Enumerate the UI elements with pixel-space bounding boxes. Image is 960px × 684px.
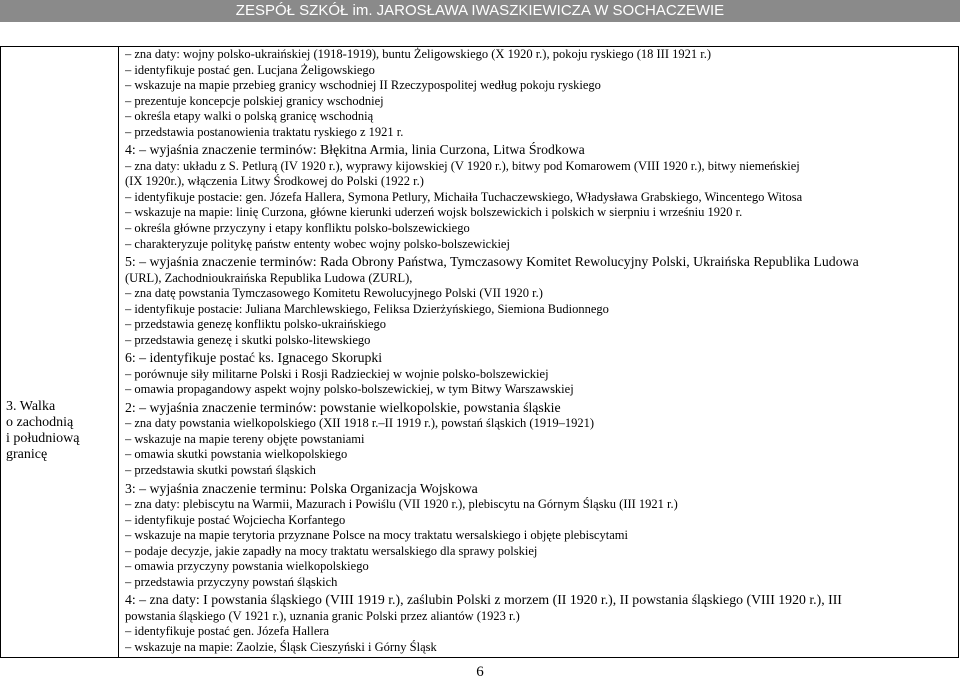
level-heading-line: 3: – wyjaśnia znaczenie terminu: Polska Organizacja Wojskowa xyxy=(125,480,478,496)
requirement-line: – wskazuje na mapie: linię Curzona, główne kierunki uderzeń wojsk bolszewickich i polskich w sierpniu i wrześniu 1920 r. xyxy=(125,205,743,220)
level-heading-line: 5: – wyjaśnia znaczenie terminów: Rada Obrony Państwa, Tymczasowy Komitet Rewolucyjny Polski, Ukraińska Republika Ludowa xyxy=(125,254,859,270)
requirement-line: – identyfikuje postać gen. Lucjana Żeligowskiego xyxy=(125,62,375,77)
requirement-line: – omawia propagandowy aspekt wojny polsko-bolszewickiej, w tym Bitwy Warszawskiej xyxy=(125,382,574,397)
requirement-line: – charakteryzuje politykę państw ententy wobec wojny polsko-bolszewickiej xyxy=(125,236,510,251)
page-number: 6 xyxy=(476,664,484,680)
requirement-line: – identyfikuje postać gen. Józefa Hallera xyxy=(125,624,330,639)
requirement-line: – zna daty: wojny polsko-ukraińskiej (1918-1919), buntu Żeligowskiego (X 1920 r.), pokoju ryskiego (18 III 1921 r.) xyxy=(125,47,712,61)
curriculum-table xyxy=(0,46,959,658)
level-heading-line: 4: – wyjaśnia znaczenie terminów: Błękitna Armia, linia Curzona, Litwa Środkowa xyxy=(125,142,585,158)
requirement-line: – podaje decyzje, jakie zapadły na mocy traktatu wersalskiego dla sprawy polskiej xyxy=(125,543,538,558)
requirement-line: – omawia skutki powstania wielkopolskiego xyxy=(125,447,348,462)
requirement-line: – określa główne przyczyny i etapy konfliktu polsko-bolszewickiego xyxy=(125,220,470,235)
requirement-line: – prezentuje koncepcje polskiej granicy wschodniej xyxy=(125,93,384,108)
requirement-line: – identyfikuje postacie: Juliana Marchlewskiego, Feliksa Dzierżyńskiego, Siemiona Budionnego xyxy=(125,301,609,316)
requirement-line: – przedstawia genezę konfliktu polsko-ukraińskiego xyxy=(125,317,387,332)
requirement-line: – zna daty: plebiscytu na Warmii, Mazurach i Powiślu (VII 1920 r.), plebiscytu na Górnym Śląsku (III 1921 r.) xyxy=(125,497,678,512)
requirement-line: – zna datę powstania Tymczasowego Komitetu Rewolucyjnego Polski (VII 1920 r.) xyxy=(125,286,543,301)
page-header: ZESPÓŁ SZKÓŁ im. JAROSŁAWA IWASZKIEWICZA W SOCHACZEWIE xyxy=(0,0,960,22)
requirement-line: – porównuje siły militarne Polski i Rosji Radzieckiej w wojnie polsko-bolszewickiej xyxy=(125,366,549,381)
level-heading-line: 4: – zna daty: I powstania śląskiego (VIII 1919 r.), zaślubin Polski z morzem (II 1920 r.), II powstania śląskiego (VIII 1920 r.), III xyxy=(125,592,842,608)
requirement-line: – przedstawia postanowienia traktatu ryskiego z 1921 r. xyxy=(125,124,404,139)
requirement-line: – przedstawia skutki powstań śląskich xyxy=(125,463,316,478)
level-heading-line: 6: – identyfikuje postać ks. Ignacego Skorupki xyxy=(125,350,383,366)
requirements-list xyxy=(125,47,955,656)
requirement-line: (URL), Zachodnioukraińska Republika Ludowa (ZURL), xyxy=(125,270,413,285)
requirement-line: (IX 1920r.), włączenia Litwy Środkowej do Polski (1922 r.) xyxy=(125,174,424,189)
section-label-line: 3. Walka xyxy=(6,399,56,414)
requirement-line: – wskazuje na mapie przebieg granicy wschodniej II Rzeczypospolitej według pokoju ryskiego xyxy=(125,78,601,93)
requirement-line: – identyfikuje postać Wojciecha Korfantego xyxy=(125,512,346,527)
requirement-line: – przedstawia genezę i skutki polsko-litewskiego xyxy=(125,332,371,347)
requirement-line: – omawia przyczyny powstania wielkopolskiego xyxy=(125,559,369,574)
column-divider xyxy=(118,47,119,657)
level-heading-line: 2: – wyjaśnia znaczenie terminów: powstanie wielkopolskie, powstania śląskie xyxy=(125,399,561,415)
requirement-line: – wskazuje na mapie tereny objęte powstaniami xyxy=(125,431,365,446)
requirement-line: – przedstawia przyczyny powstań śląskich xyxy=(125,574,338,589)
requirement-line: – identyfikuje postacie: gen. Józefa Hallera, Symona Petlury, Michaiła Tuchaczewskiego, Władysława Grabskiego, Wincentego Witosa xyxy=(125,189,803,204)
requirement-line: – wskazuje na mapie terytoria przyznane Polsce na mocy traktatu wersalskiego i objęte plebiscytami xyxy=(125,528,628,543)
requirement-line: – określa etapy walki o polską granicę wschodnią xyxy=(125,109,374,124)
requirement-line: – zna daty: układu z S. Petlurą (IV 1920 r.), wyprawy kijowskiej (V 1920 r.), bitwy pod Komarowem (VIII 1920 r.), bitwy niemeńskiej xyxy=(125,158,800,173)
section-label-line: granicę xyxy=(6,447,48,462)
requirement-line: powstania śląskiego (V 1921 r.), uznania granic Polski przez aliantów (1923 r.) xyxy=(125,608,520,623)
requirement-line: – wskazuje na mapie: Zaolzie, Śląsk Cieszyński i Górny Śląsk xyxy=(125,639,437,654)
section-label-line: o zachodnią xyxy=(6,415,74,430)
requirement-line: – zna daty powstania wielkopolskiego (XII 1918 r.–II 1919 r.), powstań śląskich (1919–1921) xyxy=(125,416,595,431)
section-label xyxy=(6,399,114,463)
section-label-line: i południową xyxy=(6,431,80,446)
